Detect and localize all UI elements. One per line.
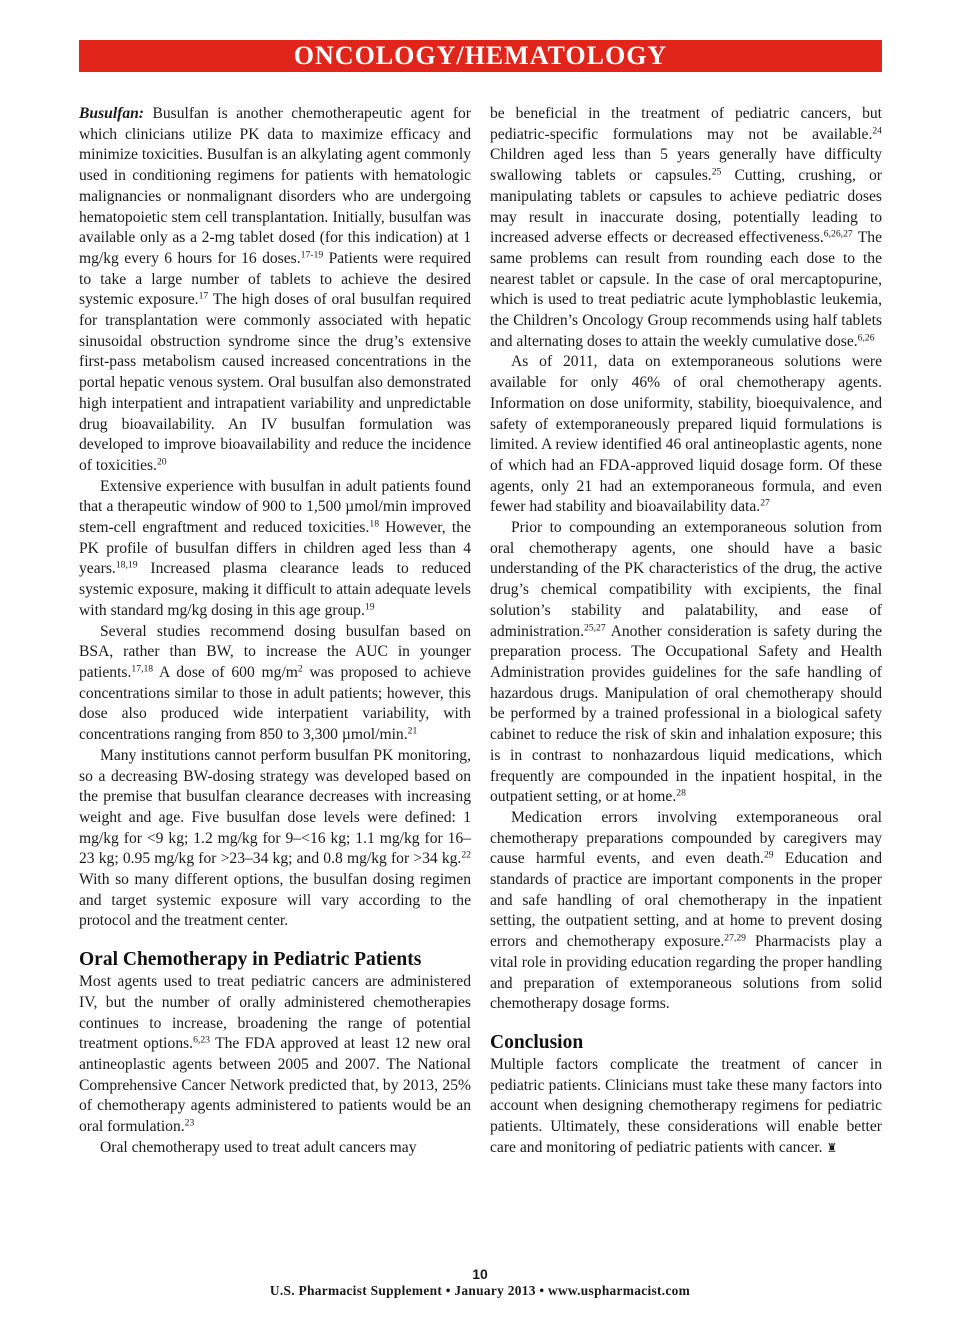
right-paragraph-4: Medication errors involving extemporaneous oral chemotherapy preparations compounded by caregivers may cause harmful events, and even death.$^{29}$ Education and standards of practice are important components in the proper and safe handling of oral chemotherapy in the inpatient setting, the outpatient setting, and at home to prevent dosing errors and chemotherapy exposure.$^{27,29}$ Pharmacists play a vital role in providing education regarding the proper handling and preparation of extemporaneous solutions from solid chemotherapy dosage forms. <box>490 808 882 1013</box>
citation: 24 <box>872 125 882 137</box>
superscript: 2 <box>297 663 303 675</box>
citation: 18 <box>369 518 380 530</box>
citation: 6,26 <box>857 332 875 344</box>
busulfan-lead: Busulfan: <box>79 105 145 122</box>
citation: 17,18 <box>131 663 154 675</box>
citation: 27 <box>760 498 770 510</box>
right-column <box>490 104 882 1158</box>
citation: 17 <box>198 291 209 303</box>
footer-publication: U.S. Pharmacist Supplement • January 2013 • www.uspharmacist.com <box>269 1283 691 1298</box>
citation: 6,26,27 <box>823 228 853 240</box>
citation: 19 <box>364 601 375 613</box>
citation: 25,27 <box>583 622 606 634</box>
citation: 21 <box>407 725 418 737</box>
page-number: 10 <box>472 1266 488 1282</box>
citation: 18,19 <box>115 560 138 572</box>
oral-chemo-paragraph-1: Most agents used to treat pediatric cancers are administered IV, but the number of orally administered chemotherapies continues to increase, broadening the range of potential treatment options.$^{6,23}$ The FDA approved at least 12 new oral antineoplastic agents between 2005 and 2007. The National Comprehensive Cancer Network predicted that, by 2013, 25% of chemotherapy agents administered to patients would be an oral formulation.$^{23}$ <box>79 973 471 1136</box>
conclusion-paragraph: Multiple factors complicate the treatment of cancer in pediatric patients. Clinicians must take these many factors into account when designing chemotherapy regimens for pediatric patients. Ultimately, these considerations will enable better care and monitoring of pediatric patients with cancer. ♜ <box>490 1055 882 1156</box>
citation: 28 <box>676 787 686 799</box>
busulfan-paragraph-4: Many institutions cannot perform busulfan PK monitoring, so a decreasing BW-dosing strategy was developed based on the premise that busulfan clearance decreases with increasing weight and age. Five busulfan dose levels were defined: 1 mg/kg for <9 kg; 1.2 mg/kg for 9–<16 kg; 1.1 mg/kg for 16–23 kg; 0.95 mg/kg for >23–34 kg; and 0.8 mg/kg for >34 kg.$^{22}$ With so many different options, the busulfan dosing regimen and target systemic exposure will vary according to the protocol and the treatment center. <box>79 746 471 930</box>
citation: 17-19 <box>300 249 324 261</box>
right-paragraph-2: As of 2011, data on extemporaneous solutions were available for only 46% of oral chemotherapy agents. Information on dose uniformity, stability, bioequivalence, and safety of extemporaneously prepared liquid formulations is limited. A review identified 46 oral antineoplastic agents, none of which had an FDA-approved liquid dosage form. Of these agents, only 21 had an extemporaneous formula, and even fewer had stability and bioavailability data.$^{27}$ <box>490 353 882 516</box>
left-column <box>79 104 471 1158</box>
citation: 29 <box>763 850 774 861</box>
oral-chemo-heading: Oral Chemotherapy in Pediatric Patients <box>79 949 422 971</box>
end-mark-icon: ♜ <box>826 1140 838 1155</box>
citation: 25 <box>711 166 722 178</box>
oral-chemo-paragraph-2: Oral chemotherapy used to treat adult cancers may <box>100 1138 417 1156</box>
busulfan-paragraph-2: Extensive experience with busulfan in adult patients found that a therapeutic window of 900 to 1,500 µmol/min improved stem-cell engraftment and reduced toxicities.$^{18}$ However, the PK profile of busulfan differs in children aged less than 4 years.$^{18,19}$ Increased plasma clearance leads to reduced systemic exposure, making it difficult to attain adequate levels with standard mg/kg dosing in this age group.$^{19}$ <box>79 477 471 619</box>
busulfan-paragraph-1: Busulfan: Busulfan is another chemotherapeutic agent for which clinicians utilize PK data to maximize efficacy and minimize toxicities. Busulfan is an alkylating agent commonly used in conditioning regimens for patients with hematologic malignancies or nonmalignant disorders who are undergoing hematopoietic stem cell transplantation. Initially, busulfan was available only as a 2-mg tablet dosed (for this indication) at 1 mg/kg every 6 hours for 16 doses.$^{17-19}$ Patients were required to take a large number of tablets to achieve the desired systemic exposure.$^{17}$ The high doses of oral busulfan required for transplantation were commonly associated with hepatic sinusoidal obstruction syndrome since the drug’s extensive first-pass metabolism caused increased concentrations in the portal hepatic venous system. Oral busulfan also demonstrated high interpatient and intrapatient variability and unpredictable drug bioavailability. An IV busulfan formulation was developed to improve bioavailability and reduce the incidence of toxicities.$^{20}$ <box>79 105 471 474</box>
citation: 22 <box>461 850 471 861</box>
right-paragraph-1: be beneficial in the treatment of pediatric cancers, but pediatric-specific formulations may not be available.$^{24}$ Children aged less than 5 years generally have difficulty swallowing tablets or capsules.$^{25}$ Cutting, crushing, or manipulating tablets or capsules to achieve pediatric doses may result in inaccurate dosing, potentially leading to increased adverse effects or decreased effectiveness.$^{6,26,27}$ The same problems can result from rounding each dose to the nearest tablet or capsule. In the case of oral mercaptopurine, which is used to treat pediatric acute lymphoblastic leukemia, the Children’s Oncology Group recommends using half tablets and alternating doses to attain the weekly cumulative dose.$^{6,26}$ <box>490 105 882 350</box>
citation: 23 <box>184 1117 195 1129</box>
citation: 20 <box>156 456 167 468</box>
section-banner: ONCOLOGY/HEMATOLOGY <box>79 40 882 72</box>
citation: 27,29 <box>724 932 746 944</box>
conclusion-heading: Conclusion <box>490 1031 584 1053</box>
right-paragraph-3: Prior to compounding an extemporaneous solution from oral chemotherapy agents, one should have a basic understanding of the PK characteristics of the drug, the active drug’s chemical compatibility with excipients, the final solution’s stability and palatability, and ease of administration.$^{25,27}$ Another consideration is safety during the preparation process. The Occupational Safety and Health Administration provides guidelines for the safe handling of hazardous drugs. Manipulation of oral chemotherapy should be performed by a trained professional in a biological safety cabinet to reduce the risk of skin and inhalation exposure; this is in contrast to nonhazardous liquid medications, which frequently are compounded in the inpatient hospital, in the outpatient setting, or at home.$^{28}$ <box>490 519 882 806</box>
citation: 6,23 <box>193 1034 210 1046</box>
busulfan-paragraph-3: Several studies recommend dosing busulfan based on BSA, rather than BW, to increase the AUC in younger patients.$^{17,18}$ A dose of 600 $mg/m^2$ was proposed to achieve concentrations similar to those in adult patients; however, this dose also produced wide interpatient variability, with concentrations ranging from 850 to 3,300 µmol/min.$^{21}$ <box>79 622 471 744</box>
